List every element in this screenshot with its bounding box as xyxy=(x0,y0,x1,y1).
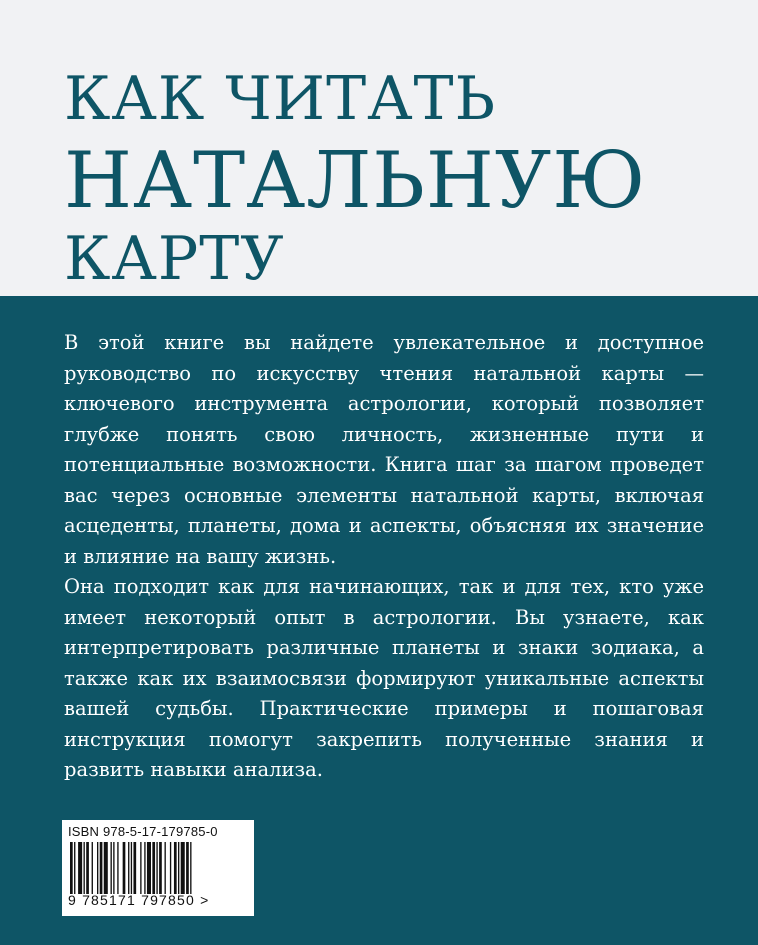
title-line-1: КАК ЧИТАТЬ xyxy=(64,64,496,134)
barcode-bar xyxy=(113,842,114,894)
barcode-bar xyxy=(178,842,179,894)
isbn-label: ISBN 978-5-17-179785-0 xyxy=(68,824,218,839)
barcode-bar xyxy=(165,842,166,894)
barcode-bar xyxy=(131,842,132,894)
barcode-bars xyxy=(68,842,248,894)
title-line-2: НАТАЛЬНУЮ xyxy=(64,136,647,226)
publisher-logo-icon xyxy=(258,852,393,942)
barcode-bar xyxy=(147,842,151,894)
barcode-bar xyxy=(190,842,191,894)
barcode-bar xyxy=(156,842,157,894)
barcode-bar xyxy=(181,842,185,894)
barcode-bar xyxy=(86,842,89,894)
barcode-bar xyxy=(174,842,177,894)
barcode-bar xyxy=(74,842,75,894)
barcode-bar xyxy=(97,842,98,894)
barcode-bar xyxy=(144,842,145,894)
barcode-bar xyxy=(159,842,162,894)
title-line-3: КАРТУ xyxy=(64,224,285,294)
barcode-bar xyxy=(128,842,129,894)
barcode-bar xyxy=(104,842,108,894)
barcode-bar xyxy=(123,842,126,894)
barcode-bar xyxy=(84,842,85,894)
description-paragraph-2: Она подходит как для начинающих, так и для тех, кто уже имеет некоторый опыт в астрологии. Вы узнаете, как интерпретировать различные планеты и знаки зодиака, а также как их взаимосвязи формируют уникальные аспекты вашей судьбы. Практические примеры и пошаговая инструкция помогут закрепить полученные знания и развить навыки анализа. xyxy=(64,575,704,781)
barcode-bar xyxy=(92,842,93,894)
barcode-bar xyxy=(117,842,118,894)
barcode-bar xyxy=(100,842,103,894)
barcode-bar xyxy=(78,842,82,894)
isbn-barcode xyxy=(62,820,254,916)
barcode-bar xyxy=(70,842,73,894)
barcode-bar xyxy=(152,842,155,894)
barcode-bar xyxy=(111,842,112,894)
barcode-bar xyxy=(186,842,189,894)
book-title xyxy=(64,58,646,296)
book-description xyxy=(64,328,704,786)
barcode-bar xyxy=(140,842,141,894)
barcode-digits: 9 785171 797850 > xyxy=(68,892,210,908)
barcode-bar xyxy=(133,842,136,894)
barcode-bar xyxy=(170,842,171,894)
description-paragraph-1: В этой книге вы найдете увлекательное и доступное руководство по искусству чтения натальной карты — ключевого инструмента астрологии, который позволяет глубже понять свою личность, жизненные пути и потенциальные возможности. Книга шаг за шагом проведет вас через основные элементы натальной карты, включая асцеденты, планеты, дома и аспекты, объясняя их значение и влияние на вашу жизнь. xyxy=(64,331,704,568)
